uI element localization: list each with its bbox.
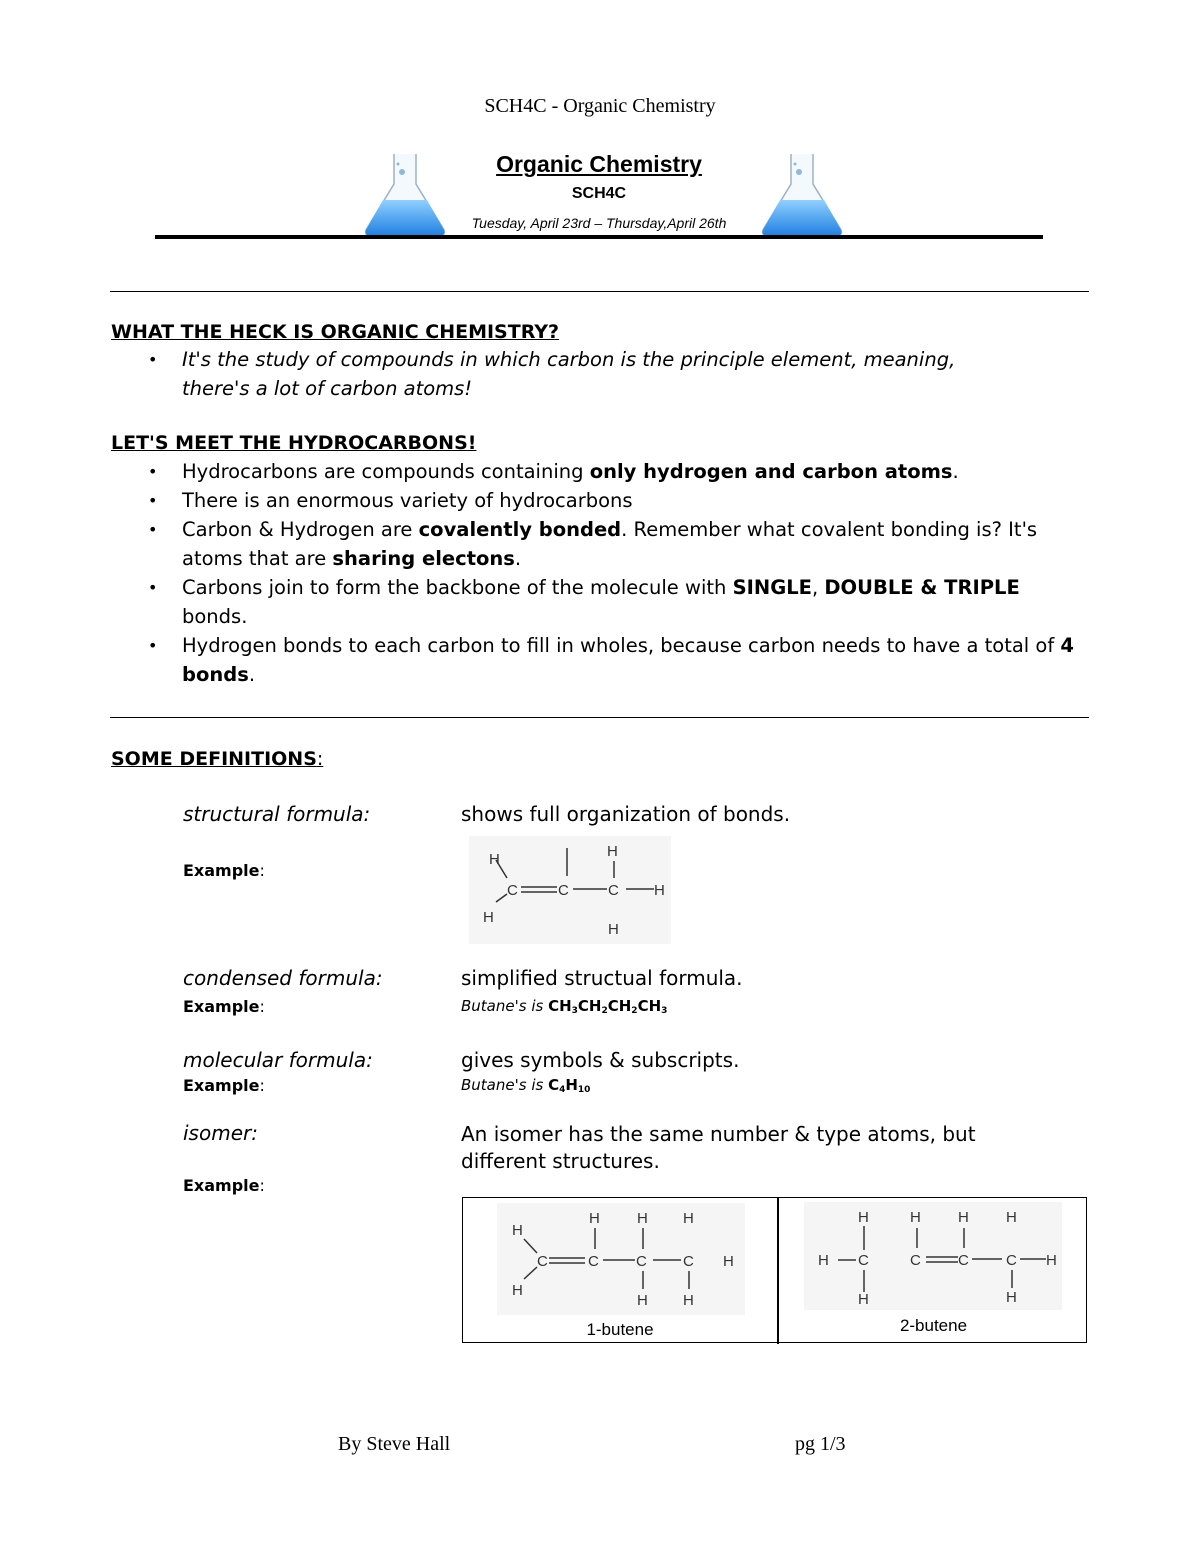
- bullet-text: bonds.: [182, 605, 248, 628]
- example-label-text: Example: [183, 997, 260, 1016]
- definition-structural: shows full organization of bonds.: [461, 802, 791, 826]
- condensed-example: [461, 997, 667, 1016]
- bullet-text: .: [952, 460, 959, 483]
- bullet-text: Carbons join to form the backbone of the molecule with: [182, 576, 733, 599]
- isomer-caption-2-butene: 2-butene: [899, 1316, 968, 1335]
- atom-label-c: C: [558, 882, 569, 899]
- bullet-bold-text: sharing electons: [332, 547, 515, 570]
- list-item: [182, 515, 1087, 573]
- example-label-colon: :: [259, 861, 265, 880]
- footer-page-number: pg 1/3: [795, 1433, 846, 1455]
- section2-list: [182, 457, 1087, 689]
- bullet-bold-text: DOUBLE & TRIPLE: [824, 576, 1020, 599]
- atom-label-h: H: [858, 1291, 869, 1308]
- definition-line: An isomer has the same number & type atoms, but: [461, 1122, 976, 1146]
- bullet-bold-text: SINGLE: [732, 576, 812, 599]
- example-label-colon: :: [259, 1076, 265, 1095]
- bullet-text: ,: [811, 576, 825, 599]
- condensed-formula: [548, 997, 667, 1015]
- formula-symbol: CH: [637, 997, 662, 1015]
- atom-label-c: C: [608, 882, 619, 899]
- isomer-table: [462, 1197, 1087, 1343]
- divider-top: [110, 291, 1089, 292]
- bullet-text: It's the study of compounds in which carbon is the principle element, meaning,: [182, 348, 956, 371]
- atom-label-h: H: [683, 1292, 694, 1309]
- atom-label-h: H: [483, 909, 494, 926]
- example-prefix: Butane's is: [461, 1076, 549, 1094]
- formula-symbol: C: [548, 1076, 560, 1094]
- formula-symbol: CH: [577, 997, 602, 1015]
- section-heading-definitions: [111, 748, 323, 770]
- example-label: [183, 997, 265, 1016]
- bullet-text: . Remember what covalent bonding is? It's atoms that are: [182, 518, 1038, 570]
- definition-line: different structures.: [461, 1149, 660, 1173]
- atom-label-h: H: [1006, 1209, 1017, 1226]
- molecular-example: [461, 1076, 590, 1095]
- atom-label-h: H: [910, 1209, 921, 1226]
- banner: [155, 145, 1043, 245]
- example-label-text: Example: [183, 1076, 260, 1095]
- bullet-text: .: [248, 663, 256, 686]
- atom-label-h: H: [723, 1253, 734, 1270]
- atom-label-h: H: [512, 1222, 523, 1239]
- atom-label-h: H: [683, 1210, 694, 1227]
- list-item: [182, 457, 1087, 486]
- banner-title: Organic Chemistry: [496, 151, 702, 177]
- bullet-bold-text: only hydrogen and carbon atoms: [589, 460, 953, 483]
- definitions-heading-text: SOME DEFINITIONS: [111, 748, 317, 770]
- atom-label-c: C: [958, 1252, 969, 1269]
- list-item: [182, 486, 1087, 515]
- 1-butene-structure: [497, 1203, 745, 1315]
- atom-label-h: H: [1046, 1252, 1057, 1269]
- term-molecular: molecular formula:: [183, 1048, 373, 1072]
- definition-condensed: simplified structual formula.: [461, 966, 743, 990]
- atom-label-c: C: [1006, 1252, 1017, 1269]
- section-heading-organic: WHAT THE HECK IS ORGANIC CHEMISTRY?: [111, 321, 560, 343]
- atom-label-c: C: [537, 1253, 548, 1270]
- formula-subscript: 10: [577, 1085, 591, 1095]
- atom-label-h: H: [512, 1282, 523, 1299]
- section-heading-hydrocarbons: LET'S MEET THE HYDROCARBONS!: [111, 432, 477, 454]
- term-structural: structural formula:: [183, 802, 371, 826]
- atom-label-h: H: [637, 1210, 648, 1227]
- example-label: [183, 1076, 265, 1095]
- molecular-formula: [548, 1076, 590, 1094]
- example-label-text: Example: [183, 861, 260, 880]
- definition-molecular: gives symbols & subscripts.: [461, 1048, 740, 1072]
- bullet-text: Hydrocarbons are compounds containing: [182, 460, 590, 483]
- example-label-colon: :: [259, 997, 265, 1016]
- propene-structure: [469, 836, 671, 944]
- atom-label-h: H: [654, 882, 665, 899]
- banner-code: SCH4C: [571, 185, 627, 202]
- bullet-text: .: [514, 547, 522, 570]
- definitions-heading-colon: :: [316, 748, 324, 770]
- formula-subscript: 3: [571, 1006, 578, 1016]
- atom-label-h: H: [608, 921, 619, 938]
- formula-symbol: CH: [607, 997, 632, 1015]
- atom-label-h: H: [1006, 1289, 1017, 1306]
- atom-label-c: C: [507, 882, 518, 899]
- atom-label-c: C: [683, 1253, 694, 1270]
- bullet-text: There is an enormous variety of hydrocarbons: [182, 489, 633, 512]
- list-item: [182, 631, 1087, 689]
- banner-rule: [155, 235, 1043, 239]
- section1-list: [182, 345, 1082, 403]
- footer-author: By Steve Hall: [338, 1433, 451, 1455]
- isomer-caption-1-butene: 1-butene: [586, 1320, 654, 1339]
- example-label-colon: :: [259, 1176, 265, 1195]
- bullet-bold-text: 4 bonds: [182, 634, 1074, 686]
- running-header: SCH4C - Organic Chemistry: [484, 95, 716, 117]
- bullet-bold-text: covalently bonded: [418, 518, 622, 541]
- atom-label-h: H: [489, 851, 500, 868]
- atom-label-h: H: [607, 843, 618, 860]
- banner-dates: Tuesday, April 23rd – Thursday,April 26th: [471, 215, 727, 231]
- 2-butene-structure: [804, 1202, 1062, 1310]
- example-prefix: Butane's is: [461, 997, 549, 1015]
- formula-subscript: 4: [559, 1085, 566, 1095]
- atom-label-c: C: [910, 1252, 921, 1269]
- atom-label-h: H: [589, 1210, 600, 1227]
- bullet-text: Hydrogen bonds to each carbon to fill in wholes, because carbon needs to have a total of: [182, 634, 1061, 657]
- example-label-text: Example: [183, 1176, 260, 1195]
- atom-label-h: H: [858, 1209, 869, 1226]
- atom-label-h: H: [958, 1209, 969, 1226]
- atom-label-c: C: [858, 1252, 869, 1269]
- bullet-text: there's a lot of carbon atoms!: [182, 377, 473, 400]
- list-item: [182, 345, 1082, 403]
- atom-label-c: C: [636, 1253, 647, 1270]
- formula-symbol: CH: [548, 997, 572, 1015]
- term-condensed: condensed formula:: [183, 966, 383, 990]
- example-label: [183, 861, 265, 880]
- divider-middle: [110, 717, 1089, 718]
- atom-label-h: H: [818, 1252, 829, 1269]
- formula-symbol: H: [565, 1076, 578, 1094]
- list-item: [182, 573, 1087, 631]
- example-label: [183, 1176, 265, 1195]
- term-isomer: isomer:: [183, 1121, 258, 1145]
- atom-label-c: C: [588, 1253, 599, 1270]
- formula-subscript: 2: [631, 1006, 638, 1016]
- atom-label-h: H: [637, 1292, 648, 1309]
- bullet-text: Carbon & Hydrogen are: [182, 518, 419, 541]
- formula-subscript: 2: [601, 1006, 608, 1016]
- formula-subscript: 3: [661, 1006, 668, 1016]
- definition-isomer: [461, 1121, 976, 1175]
